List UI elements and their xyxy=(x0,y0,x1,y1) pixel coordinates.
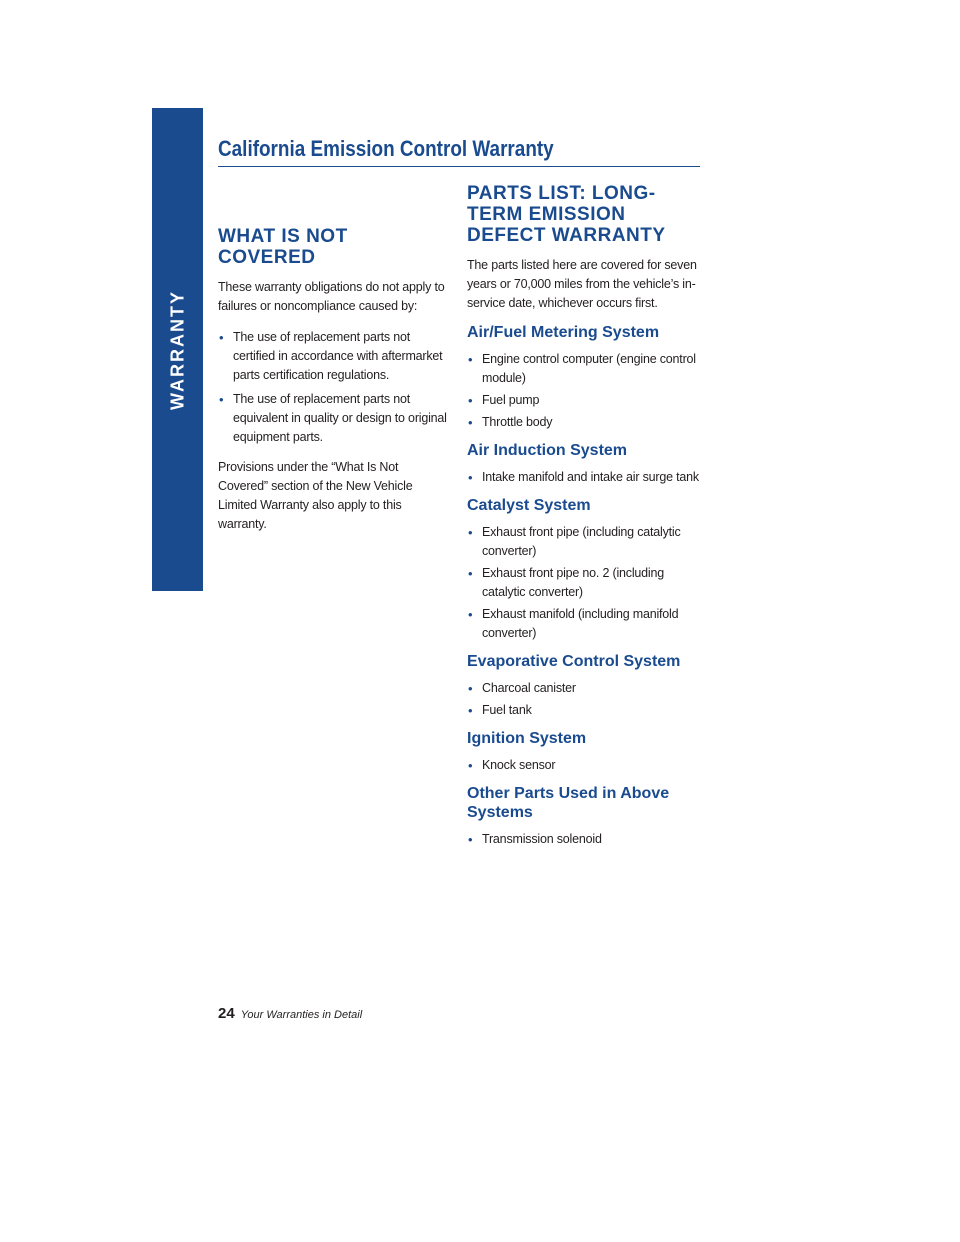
list-item: • Intake manifold and intake air surge tank xyxy=(468,470,699,485)
bullet-icon: • xyxy=(468,470,473,485)
section-list xyxy=(467,523,705,643)
list-item: • Exhaust front pipe (including catalytic converter) xyxy=(468,525,681,558)
bullet-icon: • xyxy=(468,352,473,367)
side-tab-label: WARRANTY xyxy=(167,289,187,410)
list-item: • Exhaust manifold (including manifold converter) xyxy=(468,607,679,640)
bullet-icon: • xyxy=(468,681,473,696)
page-number: 24 xyxy=(218,1005,235,1022)
list-item: • The use of replacement parts not certified in accordance with aftermarket parts certification regulations. xyxy=(219,330,443,382)
section-title: Evaporative Control System xyxy=(467,653,681,670)
bullet-icon: • xyxy=(468,566,473,581)
list-item: • Charcoal canister xyxy=(468,681,576,696)
not-covered-outro: Provisions under the “What Is Not Covered” section of the New Vehicle Limited Warranty also apply to this warranty. xyxy=(218,460,413,531)
section-title: Air/Fuel Metering System xyxy=(467,324,660,341)
section-list xyxy=(467,468,705,487)
section-list xyxy=(467,756,705,775)
section-title: Catalyst System xyxy=(467,497,591,514)
section-title: Other Parts Used in Above Systems xyxy=(467,785,670,821)
parts-list-intro: The parts listed here are covered for seven years or 70,000 miles from the vehicle’s in-service date, whichever occurs first. xyxy=(467,258,697,310)
list-item: • Fuel pump xyxy=(468,393,540,408)
page-footer xyxy=(218,1005,362,1023)
list-item: • The use of replacement parts not equivalent in quality or design to original equipment parts. xyxy=(219,392,447,444)
bullet-icon: • xyxy=(219,392,224,407)
page-title: California Emission Control Warranty xyxy=(218,136,554,161)
footer-text: Your Warranties in Detail xyxy=(240,1009,363,1021)
list-item: • Engine control computer (engine control module) xyxy=(468,352,696,385)
section-title: Ignition System xyxy=(467,730,587,747)
list-item: • Exhaust front pipe no. 2 (including catalytic converter) xyxy=(468,566,665,599)
parts-list-heading: PARTS LIST: LONG-TERM EMISSION DEFECT WARRANTY xyxy=(467,183,666,246)
list-item: • Knock sensor xyxy=(468,758,556,773)
bullet-icon: • xyxy=(468,415,473,430)
bullet-icon: • xyxy=(468,703,473,718)
section-list xyxy=(467,830,705,849)
bullet-icon: • xyxy=(468,393,473,408)
right-column xyxy=(467,180,705,849)
bullet-icon: • xyxy=(468,832,473,847)
bullet-icon: • xyxy=(468,525,473,540)
section-list xyxy=(467,350,705,432)
side-tab xyxy=(152,108,203,591)
list-item: • Fuel tank xyxy=(468,703,532,718)
bullet-icon: • xyxy=(468,758,473,773)
section-list xyxy=(467,679,705,720)
not-covered-intro: These warranty obligations do not apply to failures or noncompliance caused by: xyxy=(218,280,445,313)
section-title: Air Induction System xyxy=(467,442,628,459)
list-item: • Transmission solenoid xyxy=(468,832,602,847)
not-covered-list xyxy=(218,328,450,447)
not-covered-heading: WHAT IS NOT COVERED xyxy=(218,226,348,268)
bullet-icon: • xyxy=(468,607,473,622)
left-column xyxy=(218,180,450,534)
bullet-icon: • xyxy=(219,330,224,345)
title-divider xyxy=(218,166,700,167)
list-item: • Throttle body xyxy=(468,415,553,430)
